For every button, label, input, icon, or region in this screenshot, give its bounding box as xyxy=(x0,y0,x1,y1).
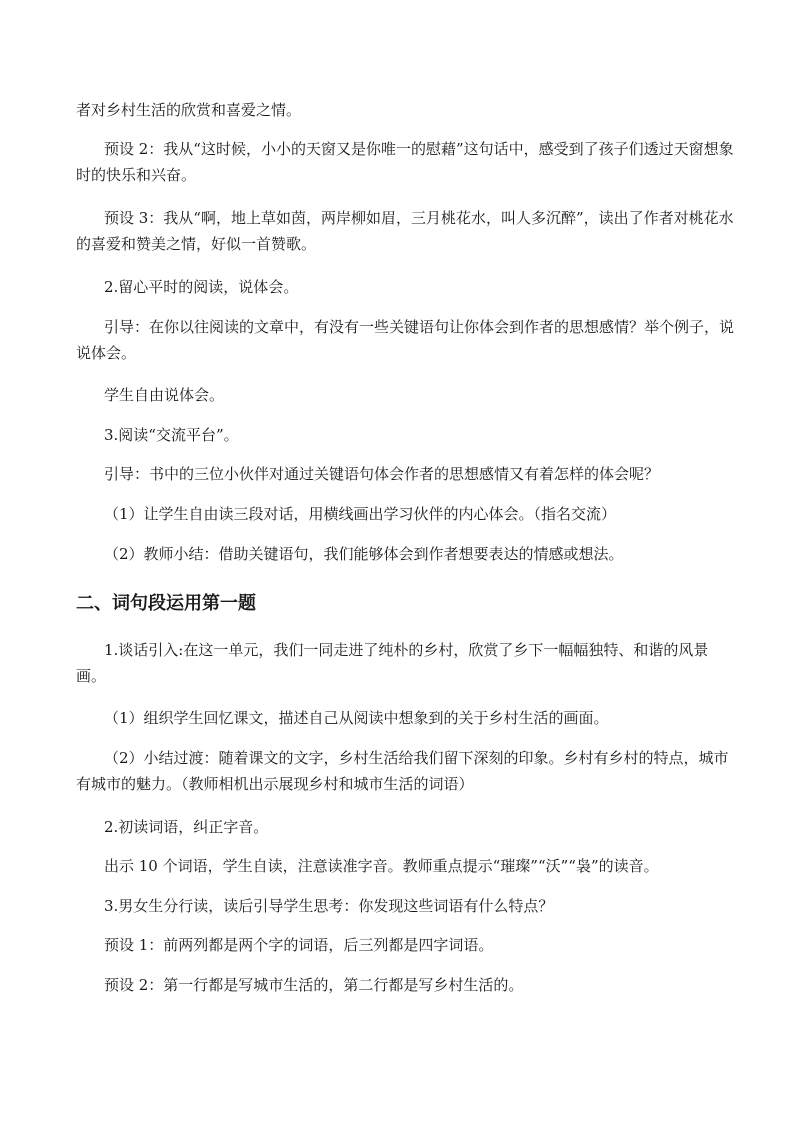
paragraph-preset-b: 预设 2：第一行都是写城市生活的，第二行都是写乡村生活的。 xyxy=(104,976,524,994)
paragraph-show-words: 出示 10 个词语，学生自读，注意读准字音。教师重点提示“璀璨”“沃”“袅”的读音。 xyxy=(104,857,659,875)
paragraph-guide-1: 引导：在你以往阅读的文章中，有没有一些关键语句让你体会到作者的思想感情？举个例子，说说体会。 xyxy=(76,318,735,362)
paragraph-step-3: 3.阅读“交流平台”。 xyxy=(104,426,239,444)
paragraph-item-2: （2）教师小结：借助关键语句，我们能够体会到作者想要表达的情感或想法。 xyxy=(104,545,624,563)
paragraph-step-think: 3.男女生分行读，读后引导学生思考：你发现这些词语有什么特点？ xyxy=(104,897,554,915)
paragraph-preset-a: 预设 1：前两列都是两个字的词语，后三列都是四字词语。 xyxy=(104,936,494,954)
paragraph-recall: （1）组织学生回忆课文，描述自己从阅读中想象到的关于乡村生活的画面。 xyxy=(104,709,609,727)
paragraph-intro: 1.谈话引入:在这一单元，我们一同走进了纯朴的乡村，欣赏了乡下一幅幅独特、和谐的风景画。 xyxy=(76,641,709,685)
paragraph-item-1: （1）让学生自由读三段对话，用横线画出学习伙伴的内心体会。（指名交流） xyxy=(104,505,617,523)
paragraph-preset-2: 预设 2：我从“这时候，小小的天窗又是你唯一的慰藉”这句话中，感受到了孩子们透过天窗想象时的快乐和兴奋。 xyxy=(76,140,734,184)
paragraph-step-read: 2.初读词语，纠正字音。 xyxy=(104,818,269,836)
paragraph-step-2: 2.留心平时的阅读，说体会。 xyxy=(104,278,299,296)
section-heading: 二、词句段运用第一题 xyxy=(76,593,256,614)
paragraph-continuation: 者对乡村生活的欣赏和喜爱之情。 xyxy=(76,101,302,119)
paragraph-preset-3: 预设 3：我从“啊，地上草如茵，两岸柳如眉，三月桃花水，叫人多沉醉”，读出了作者对桃花水的喜爱和赞美之情，好似一首赞歌。 xyxy=(76,209,734,253)
paragraph-students-share: 学生自由说体会。 xyxy=(104,386,225,404)
paragraph-guide-2: 引导：书中的三位小伙伴对通过关键语句体会作者的思想感情又有着怎样的体会呢？ xyxy=(104,465,660,483)
paragraph-transition: （2）小结过渡：随着课文的文字，乡村生活给我们留下深刻的印象。乡村有乡村的特点，城市有城市的魅力。（教师相机出示展现乡村和城市生活的词语） xyxy=(76,749,729,793)
